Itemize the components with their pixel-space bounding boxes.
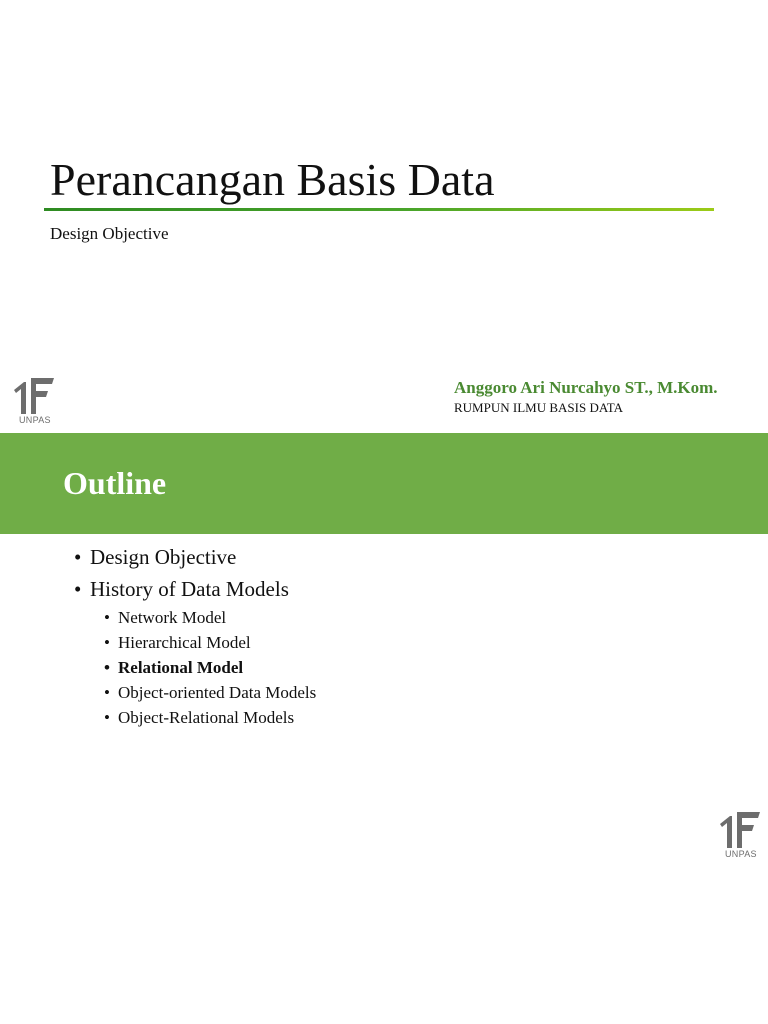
bullet-icon: • — [74, 545, 82, 569]
logo-text: UNPAS — [19, 415, 51, 425]
unpas-logo-icon — [12, 374, 56, 426]
sub-list-item-label: Network Model — [118, 608, 227, 627]
logo-text: UNPAS — [725, 849, 757, 859]
bullet-icon: • — [74, 577, 82, 601]
slide-subtitle: Design Objective — [50, 224, 169, 243]
list-item-label: History of Data Models — [90, 577, 289, 601]
outline-list — [74, 541, 316, 730]
list-item-label: Design Objective — [90, 545, 237, 569]
sub-list-item-label: Relational Model — [118, 658, 244, 677]
list-item — [74, 541, 316, 573]
sub-list-item — [104, 605, 316, 630]
bullet-icon: • — [104, 708, 110, 727]
title-slide — [0, 0, 768, 433]
author-department: RUMPUN ILMU BASIS DATA — [454, 400, 624, 415]
slide-title: Perancangan Basis Data — [50, 154, 495, 205]
bullet-icon: • — [104, 658, 110, 677]
list-item — [74, 573, 316, 730]
author-name: Anggoro Ari Nurcahyo ST., M.Kom. — [454, 378, 718, 397]
sub-list — [74, 605, 316, 730]
bullet-icon: • — [104, 683, 110, 702]
unpas-logo-icon — [718, 808, 762, 860]
outline-slide — [0, 433, 768, 1024]
sub-list-item-label: Object-oriented Data Models — [118, 683, 317, 702]
title-underline — [44, 208, 714, 211]
sub-list-item-label: Hierarchical Model — [118, 633, 251, 652]
sub-list-item — [104, 630, 316, 655]
sub-list-item — [104, 705, 316, 730]
sub-list-item — [104, 680, 316, 705]
outline-heading: Outline — [63, 465, 167, 501]
sub-list-item-label: Object-Relational Models — [118, 708, 295, 727]
bullet-icon: • — [104, 608, 110, 627]
heading-band — [0, 433, 768, 534]
sub-list-item-highlighted — [104, 655, 316, 680]
bullet-icon: • — [104, 633, 110, 652]
